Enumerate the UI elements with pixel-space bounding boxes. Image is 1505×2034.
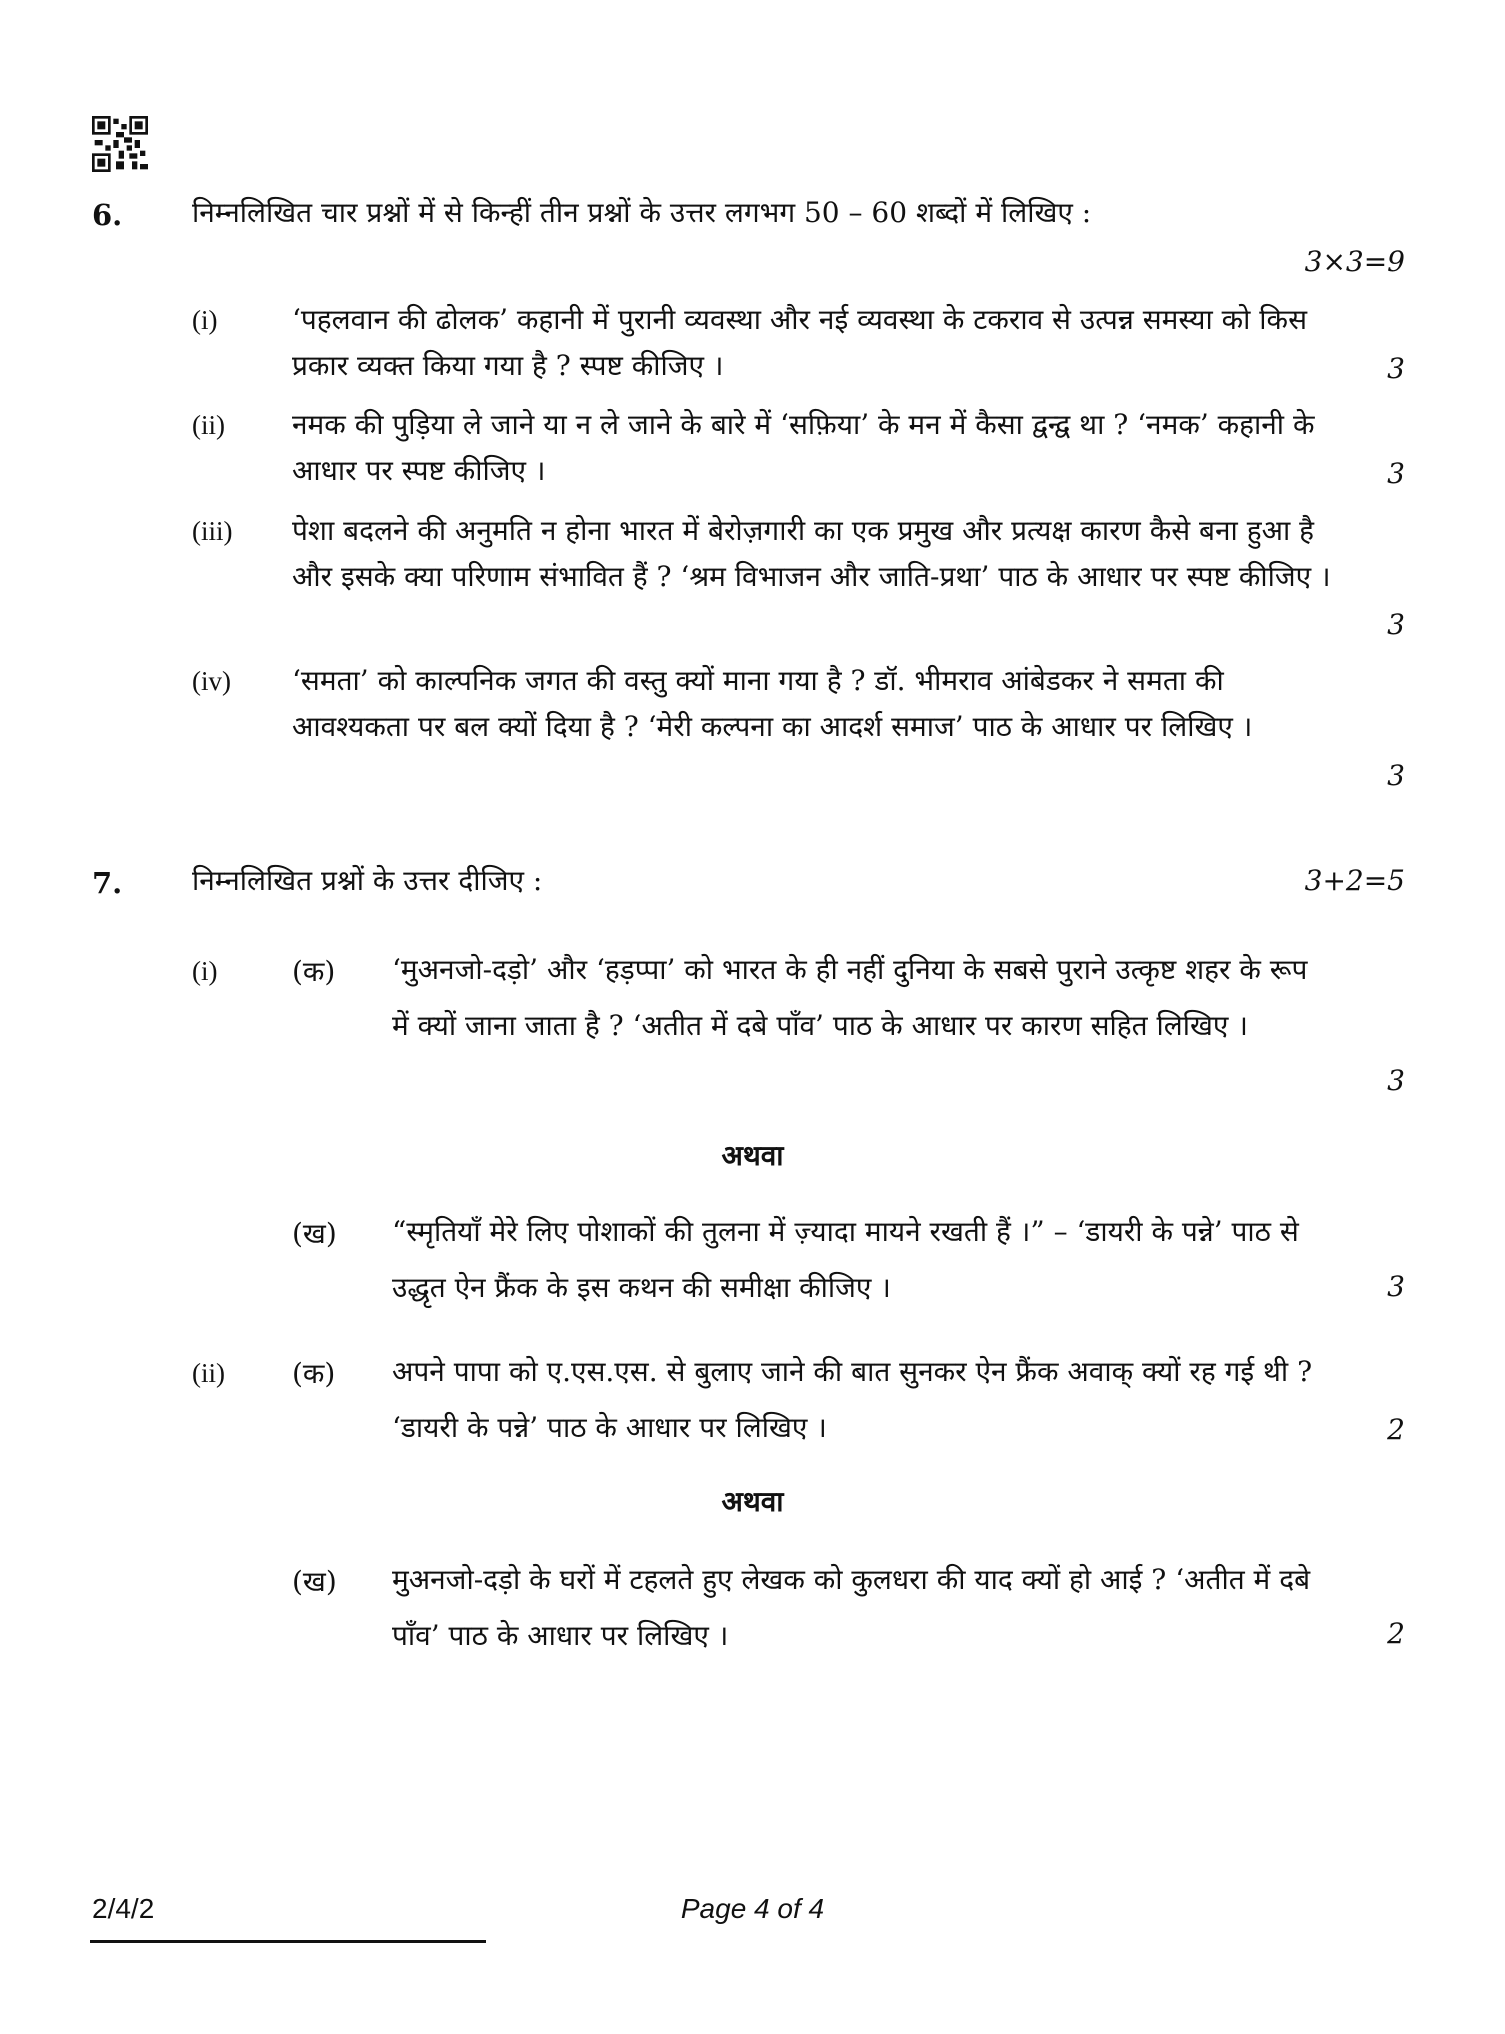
q7-i-b-label: (ख) <box>292 1217 337 1250</box>
q6-item-iv-marks: 3 <box>1387 759 1405 792</box>
q7-ii-b-text: मुअनजो-दड़ो के घरों में टहलते हुए लेखक को कुलधरा की याद क्यों हो आई ? ‘अतीत में दबे पाँव’ पाठ के आधार पर लिखिए । <box>392 1563 1311 1652</box>
q7-i-a-text: ‘मुअनजो-दड़ो’ और ‘हड़प्पा’ को भारत के ही नहीं दुनिया के सबसे पुराने उत्कृष्ट शहर के रूप में क्यों जाना जाता है ? ‘अतीत में दबे पाँव’ पाठ के आधार पर कारण सहित लिखिए । <box>392 953 1308 1042</box>
question-6-number: 6. <box>92 198 123 232</box>
q7-i-b-text: “स्मृतियाँ मेरे लिए पोशाकों की तुलना में ज़्यादा मायने रखती हैं ।” – ‘डायरी के पन्ने’ पाठ से उद्धृत ऐन फ्रैंक के इस कथन की समीक्षा कीजिए । <box>392 1215 1299 1304</box>
q6-item-i-label: (i) <box>192 305 218 335</box>
footer-rule <box>90 1940 486 1943</box>
page-number: Page 4 of 4 <box>680 1893 825 1924</box>
q6-item-ii-label: (ii) <box>192 410 225 440</box>
question-6-marks: 3×3=9 <box>1304 245 1405 278</box>
q6-item-ii-marks: 3 <box>1387 457 1405 490</box>
paper-code: 2/4/2 <box>92 1893 155 1924</box>
question-7-marks: 3+2=5 <box>1304 864 1405 897</box>
or-divider: अथवा <box>721 1139 784 1172</box>
q6-item-iii-marks: 3 <box>1387 608 1405 641</box>
q7-i-b-marks: 3 <box>1387 1270 1405 1303</box>
q6-item-i-marks: 3 <box>1387 352 1405 385</box>
q7-ii-a-label: (क) <box>292 1357 336 1390</box>
q7-part-ii-label: (ii) <box>192 1358 225 1388</box>
question-7-text: निम्नलिखित प्रश्नों के उत्तर दीजिए : <box>192 864 543 897</box>
q7-i-a-marks: 3 <box>1387 1064 1405 1097</box>
q6-item-iii-text: पेशा बदलने की अनुमति न होना भारत में बेरोज़गारी का एक प्रमुख और प्रत्यक्ष कारण कैसे बना हुआ है और इसके क्या परिणाम संभावित हैं ? ‘श्रम विभाजन और जाति-प्रथा’ पाठ के आधार पर स्पष्ट कीजिए । <box>292 514 1331 593</box>
q6-item-iii-label: (iii) <box>192 516 233 546</box>
q6-item-i-text: ‘पहलवान की ढोलक’ कहानी में पुरानी व्यवस्था और नई व्यवस्था के टकराव से उत्पन्न समस्या को किस प्रकार व्यक्त किया गया है ? स्पष्ट कीजिए । <box>292 303 1307 382</box>
or-divider: अथवा <box>721 1485 784 1518</box>
q7-ii-a-text: अपने पापा को ए.एस.एस. से बुलाए जाने की बात सुनकर ऐन फ्रैंक अवाक् क्यों रह गई थी ? ‘डायरी के पन्ने’ पाठ के आधार पर लिखिए । <box>392 1355 1313 1444</box>
q6-item-ii-text: नमक की पुड़िया ले जाने या न ले जाने के बारे में ‘सफ़िया’ के मन में कैसा द्वन्द्व था ? ‘नमक’ कहानी के आधार पर स्पष्ट कीजिए । <box>292 408 1315 487</box>
q6-item-iv-text: ‘समता’ को काल्पनिक जगत की वस्तु क्यों माना गया है ? डॉ. भीमराव आंबेडकर ने समता की आवश्यकता पर बल क्यों दिया है ? ‘मेरी कल्पना का आदर्श समाज’ पाठ के आधार पर लिखिए । <box>292 664 1253 743</box>
q7-part-i-label: (i) <box>192 956 218 986</box>
q7-ii-a-marks: 2 <box>1387 1413 1405 1446</box>
question-6-text: निम्नलिखित चार प्रश्नों में से किन्हीं तीन प्रश्नों के उत्तर लगभग 50 – 60 शब्दों में लिखिए : <box>192 196 1092 229</box>
question-7-number: 7. <box>92 866 123 900</box>
q7-i-a-label: (क) <box>292 955 336 988</box>
q6-item-iv-label: (iv) <box>192 666 231 696</box>
qr-code-icon <box>92 116 148 172</box>
q7-ii-b-label: (ख) <box>292 1565 337 1598</box>
q7-ii-b-marks: 2 <box>1387 1617 1405 1650</box>
